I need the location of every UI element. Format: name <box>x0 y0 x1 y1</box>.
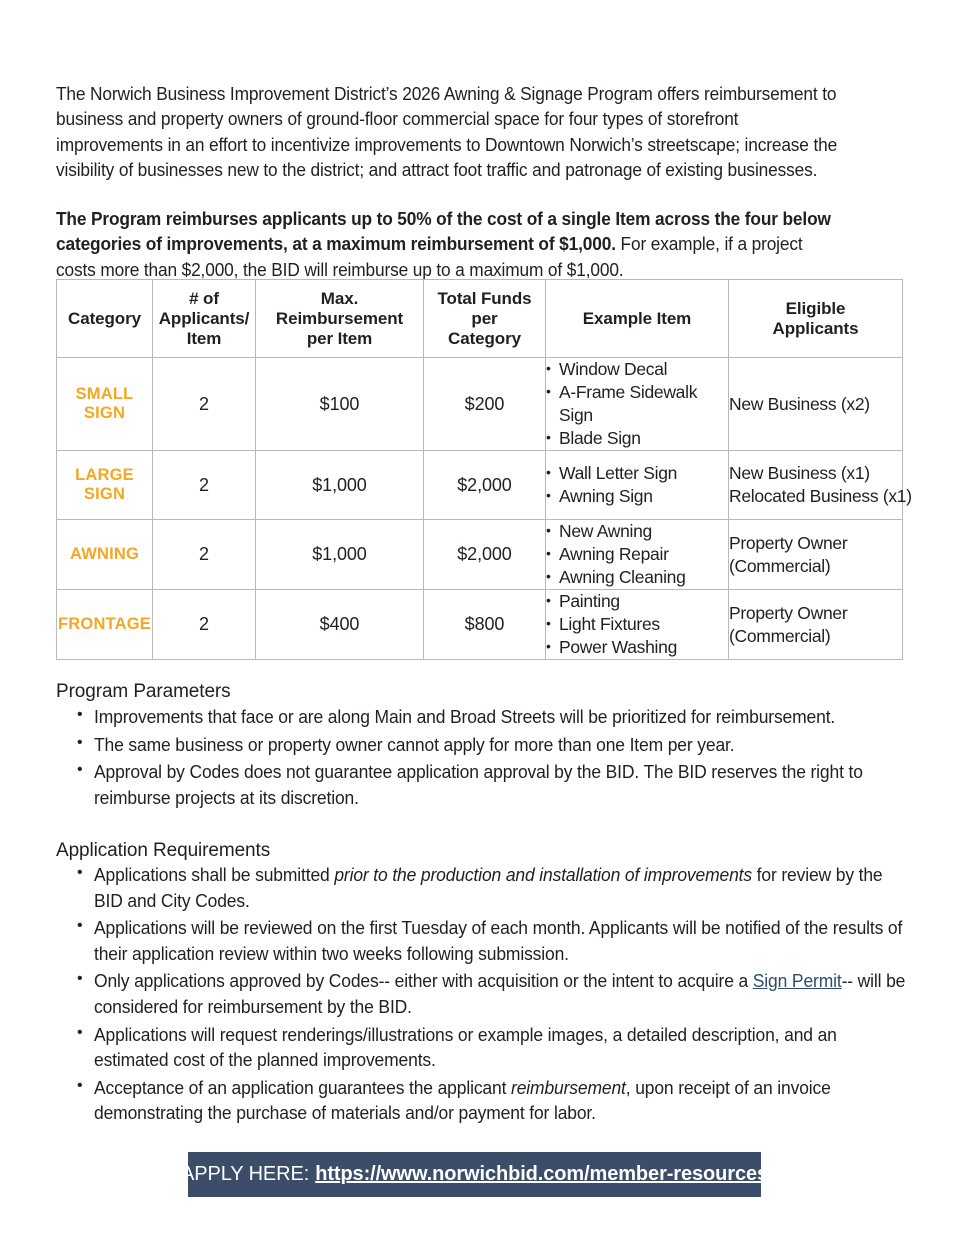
list-item <box>56 862 912 913</box>
eligible-line: New Business (x1) <box>729 463 870 483</box>
cell-example-items <box>546 358 729 451</box>
list-item <box>56 759 912 810</box>
segment-text: Applications will be reviewed on the first Tuesday of each month. Applicants will be notified of the results of their application review within two weeks following submission. <box>94 917 903 964</box>
table-row <box>57 520 903 590</box>
eligible-line: New Business (x2) <box>729 393 870 414</box>
segment-text: Only applications approved by Codes-- either with acquisition or the intent to acquire a <box>94 970 753 992</box>
list-item-text: The same business or property owner cannot apply for more than one Item per year. <box>94 733 735 755</box>
example-item-list <box>546 590 728 659</box>
list-item-text <box>94 915 909 966</box>
list-item: • Painting <box>546 590 728 613</box>
eligible-line: Property Owner <box>729 602 848 623</box>
list-item <box>56 1022 912 1073</box>
header-applicants-line2: Applicants/ <box>158 308 250 328</box>
cell-category <box>57 451 153 520</box>
cell-total-funds: $2,000 <box>424 451 546 520</box>
program-paragraph-regular: For example, if a project costs more than $2,000, the BID will reimburse up to a maximum of $1,000. <box>56 233 803 280</box>
list-item-text <box>94 862 909 913</box>
category-label: FRONTAGE <box>58 615 151 633</box>
cell-max-reimbursement: $400 <box>256 590 424 660</box>
list-item <box>56 704 912 730</box>
cell-applicants: 2 <box>153 520 256 590</box>
cell-category <box>57 590 153 660</box>
list-item <box>56 732 912 758</box>
header-total-line1: Total Funds per <box>437 288 532 328</box>
list-item: • Light Fixtures <box>546 613 728 636</box>
list-item-text <box>94 1075 909 1126</box>
program-parameters-list <box>56 704 912 812</box>
cell-example-items <box>546 451 729 520</box>
list-item <box>56 1075 912 1126</box>
cell-eligible-applicants <box>729 590 903 660</box>
cell-category <box>57 358 153 451</box>
list-item: • New Awning <box>546 520 728 543</box>
list-item-text <box>94 1022 909 1073</box>
table-header-row <box>57 280 903 358</box>
list-item-text: Approval by Codes does not guarantee application approval by the BID. The BID reserves the right to reimburse projects at its discretion. <box>94 761 863 808</box>
category-label: AWNING <box>69 545 140 563</box>
cell-max-reimbursement: $100 <box>256 358 424 451</box>
eligible-line: Property Owner <box>729 532 848 553</box>
example-item-list <box>546 462 728 508</box>
list-item: • Awning Repair <box>546 543 728 566</box>
cell-total-funds: $800 <box>424 590 546 660</box>
cell-max-reimbursement: $1,000 <box>256 451 424 520</box>
list-item: • Window Decal <box>546 358 728 381</box>
header-max-line2: per Item <box>306 328 373 348</box>
table-row <box>57 451 903 520</box>
cell-category <box>57 520 153 590</box>
list-item: • Wall Letter Sign <box>546 462 728 485</box>
cell-max-reimbursement: $1,000 <box>256 520 424 590</box>
header-total-funds <box>424 280 546 358</box>
segment-text: Applications will request renderings/illustrations or example images, a detailed description, and an estimated cost of the planned improvements. <box>94 1023 837 1071</box>
example-item-list <box>546 520 728 589</box>
list-item <box>56 915 912 966</box>
segment-text: , upon receipt of an invoice demonstrating the purchase of materials and/or payment for labor. <box>94 1076 831 1124</box>
list-item <box>56 968 912 1019</box>
segment-text: Acceptance of an application guarantees the applicant <box>94 1076 512 1098</box>
eligible-line: Relocated Business (x1) <box>729 486 912 506</box>
header-total-line2: Category <box>448 328 521 348</box>
apply-here-label: APPLY HERE: <box>180 1163 310 1185</box>
header-example-line1: Example Item <box>582 308 692 328</box>
eligible-line: (Commercial) <box>729 625 831 646</box>
cell-applicants: 2 <box>153 358 256 451</box>
header-category-line1: Category <box>68 308 141 328</box>
segment-italic: prior to the production and installation of improvements <box>334 864 752 885</box>
apply-here-banner[interactable] <box>180 1152 769 1197</box>
segment-text: for review by the BID and City Codes. <box>94 864 883 911</box>
header-eligible-line1: Eligible <box>785 298 846 318</box>
program-paragraph <box>56 206 847 283</box>
table-row <box>57 590 903 660</box>
header-category <box>57 280 153 358</box>
segment-italic: reimbursement <box>511 1076 626 1098</box>
header-example-item <box>546 280 729 358</box>
category-label: LARGE SIGN <box>75 466 134 503</box>
cell-example-items <box>546 520 729 590</box>
application-requirements-heading: Application Requirements <box>56 840 271 861</box>
list-item-text: Improvements that face or are along Main and Broad Streets will be prioritized for reimbursement. <box>94 706 836 727</box>
apply-here-url-link[interactable]: https://www.norwichbid.com/member-resources <box>315 1163 769 1185</box>
header-max-line1: Max. Reimbursement <box>275 288 404 328</box>
segment-text: Applications shall be submitted <box>94 864 335 885</box>
cell-total-funds: $200 <box>424 358 546 451</box>
header-max-reimbursement <box>256 280 424 358</box>
list-item: • Awning Cleaning <box>546 566 728 589</box>
cell-total-funds: $2,000 <box>424 520 546 590</box>
header-eligible-applicants <box>729 280 903 358</box>
cell-eligible-applicants <box>729 451 912 520</box>
program-parameters-heading: Program Parameters <box>56 681 231 702</box>
header-applicants <box>153 280 256 358</box>
sign-permit-link[interactable]: Sign Permit <box>752 970 842 992</box>
cell-applicants: 2 <box>153 451 256 520</box>
category-label: SMALL SIGN <box>75 385 134 422</box>
header-eligible-line2: Applicants <box>772 318 859 338</box>
example-item-list <box>546 358 728 450</box>
header-applicants-line1: # of <box>189 288 219 308</box>
application-requirements-list <box>56 862 912 1128</box>
cell-eligible-applicants <box>729 520 903 590</box>
cell-applicants: 2 <box>153 590 256 660</box>
list-item-text <box>94 968 909 1019</box>
table-row <box>57 358 903 451</box>
cell-example-items <box>546 590 729 660</box>
reimbursement-table <box>56 279 912 660</box>
list-item: • Blade Sign <box>546 427 728 450</box>
eligible-line: (Commercial) <box>729 555 831 576</box>
program-paragraph-bold: The Program reimburses applicants up to 50% of the cost of a single Item across the four below categories of improvements, at a maximum reimbursement of $1,000. <box>56 207 831 255</box>
list-item: • A-Frame Sidewalk Sign <box>546 381 728 427</box>
cell-eligible-applicants <box>729 358 903 451</box>
segment-text: -- will be considered for reimbursement by the BID. <box>94 970 906 1017</box>
table-body <box>57 358 912 660</box>
intro-paragraph: The Norwich Business Improvement District’s 2026 Awning & Signage Program offers reimbursement to business and property owners of ground-floor commercial space for four types of storefront improvements in an effort to incentivize improvements to Downtown Norwich’s streetscape; increase the visibility of businesses new to the district; and attract foot traffic and patronage of existing businesses. <box>56 82 838 181</box>
list-item: • Awning Sign <box>546 485 728 508</box>
header-applicants-line3: Item <box>186 328 222 348</box>
list-item: • Power Washing <box>546 636 728 659</box>
